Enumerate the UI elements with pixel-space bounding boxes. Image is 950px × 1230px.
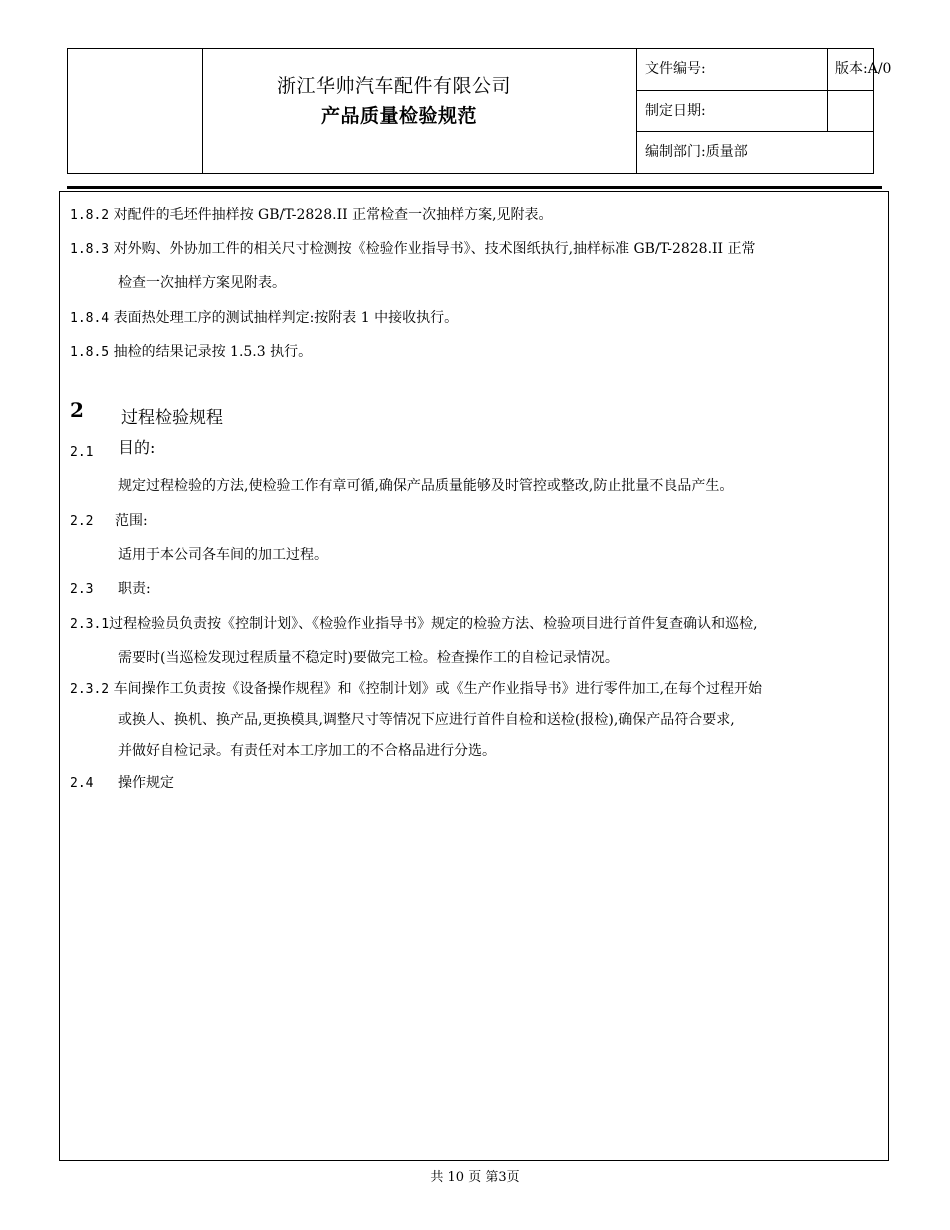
document-meta [636,49,892,173]
meta-row-date [636,91,873,132]
section-2-4-number [70,773,93,794]
clause-number: 2.3.1 [70,617,110,632]
clause-number: 1.8.4 [70,311,110,326]
clause-text: 对外购、外协加工件的相关尺寸检测按《检验作业指导书》、技术图纸执行,抽样标准 GB/T-2828.II 正常 [113,241,756,257]
section-2-3-title: 职责: [118,581,151,597]
clause-number: 2.2 [70,514,94,529]
section-2-2-text: 适用于本公司各车间的加工过程。 [118,547,328,563]
section-2-2-title: 范围: [115,513,148,529]
date-label: 制定日期: [636,91,828,131]
logo-cell [68,49,203,173]
section-2-1-text: 规定过程检验的方法,使检验工作有章可循,确保产品质量能够及时管控或整改,防止批量不良品产生。 [118,478,734,494]
clause-number: 1.8.3 [70,242,110,257]
section-2-2-number [70,511,93,532]
department-label: 编制部门:质量部 [645,144,748,160]
clause-1-8-3-continued: 检查一次抽样方案见附表。 [118,275,286,291]
clause-text: 抽检的结果记录按 1.5.3 执行。 [113,344,313,360]
clause-text: 对配件的毛坯件抽样按 GB/T-2828.II 正常检查一次抽样方案,见附表。 [113,207,553,223]
section-2-1-title: 目的: [118,438,156,457]
meta-row-number-version [636,49,892,91]
clause-2-3-2-continued-1: 或换人、换机、换产品,更换模具,调整尺寸等情况下应进行首件自检和送检(报检),确保产品符合要求, [118,712,735,728]
clause-1-8-4 [70,308,458,329]
content-frame [59,191,889,1161]
header-divider [67,186,882,189]
clause-1-8-2 [70,205,553,226]
clause-2-3-2 [70,679,762,700]
clause-number: 2.1 [70,445,94,460]
date-value-cell [828,91,873,131]
version-label: 版本:A/0 [835,61,892,77]
section-2-4-title: 操作规定 [118,775,174,791]
section-2-1-number [70,442,93,463]
clause-1-8-3 [70,239,756,260]
company-name: 浙江华帅汽车配件有限公司 [277,75,512,97]
title-cell [202,49,637,173]
section-2-3-number [70,579,93,600]
clause-text: 表面热处理工序的测试抽样判定:按附表 1 中接收执行。 [113,310,459,326]
clause-number: 2.4 [70,776,94,791]
section-2-number: 2 [70,398,84,422]
document-title: 产品质量检验规范 [321,105,478,127]
clause-number: 2.3 [70,582,94,597]
clause-number: 1.8.5 [70,345,110,360]
clause-2-3-2-continued-2: 并做好自检记录。有责任对本工序加工的不合格品进行分选。 [118,743,496,759]
clause-text: 车间操作工负责按《设备操作规程》和《控制计划》或《生产作业指导书》进行零件加工,在每个过程开始 [113,681,763,697]
document-header [67,48,892,174]
section-2-title: 过程检验规程 [121,408,223,428]
clause-text: 过程检验员负责按《控制计划》、《检验作业指导书》规定的检验方法、检验项目进行首件复查确认和巡检, [109,616,758,632]
clause-2-3-1-continued: 需要时(当巡检发现过程质量不稳定时)要做完工检。检查操作工的自检记录情况。 [118,650,619,666]
clause-number: 2.3.2 [70,682,110,697]
doc-number-label: 文件编号: [636,49,828,90]
clause-number: 1.8.2 [70,208,110,223]
clause-2-3-1 [70,614,758,635]
clause-1-8-5 [70,342,312,363]
meta-row-department [636,132,873,173]
page-footer: 共 10 页 第3页 [430,1170,520,1185]
